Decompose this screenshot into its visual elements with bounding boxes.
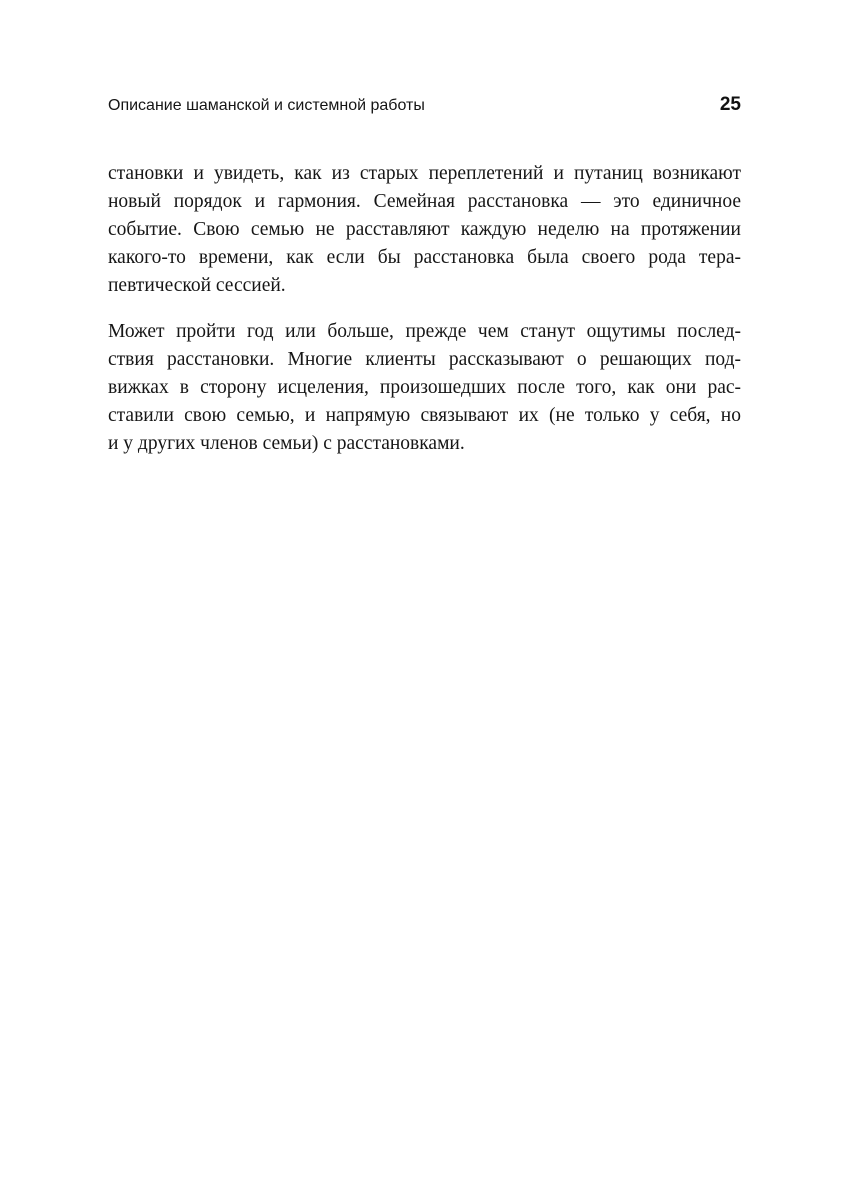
running-header xyxy=(108,94,741,118)
text-line: какого-то времени, как если бы расстановка была своего рода тера- xyxy=(108,247,741,268)
body-text xyxy=(108,160,741,476)
paragraph-1 xyxy=(108,160,741,300)
running-title: Описание шаманской и системной работы xyxy=(108,97,425,114)
text-line: певтической сессией. xyxy=(108,275,286,296)
paragraph-2 xyxy=(108,318,741,458)
text-line: событие. Свою семью не расставляют каждую неделю на протяжении xyxy=(108,219,741,240)
text-line: и у других членов семьи) с расстановками. xyxy=(108,433,465,454)
text-line: Может пройти год или больше, прежде чем станут ощутимы послед- xyxy=(108,321,741,342)
page-number: 25 xyxy=(719,94,741,115)
text-line: вижках в сторону исцеления, произошедших после того, как они рас- xyxy=(108,377,741,398)
text-line: становки и увидеть, как из старых переплетений и путаниц возникают xyxy=(108,163,741,184)
text-line: новый порядок и гармония. Семейная расстановка — это единичное xyxy=(108,191,741,212)
text-line: ствия расстановки. Многие клиенты рассказывают о решающих под- xyxy=(108,349,741,370)
text-line: ставили свою семью, и напрямую связывают их (не только у себя, но xyxy=(108,405,741,426)
